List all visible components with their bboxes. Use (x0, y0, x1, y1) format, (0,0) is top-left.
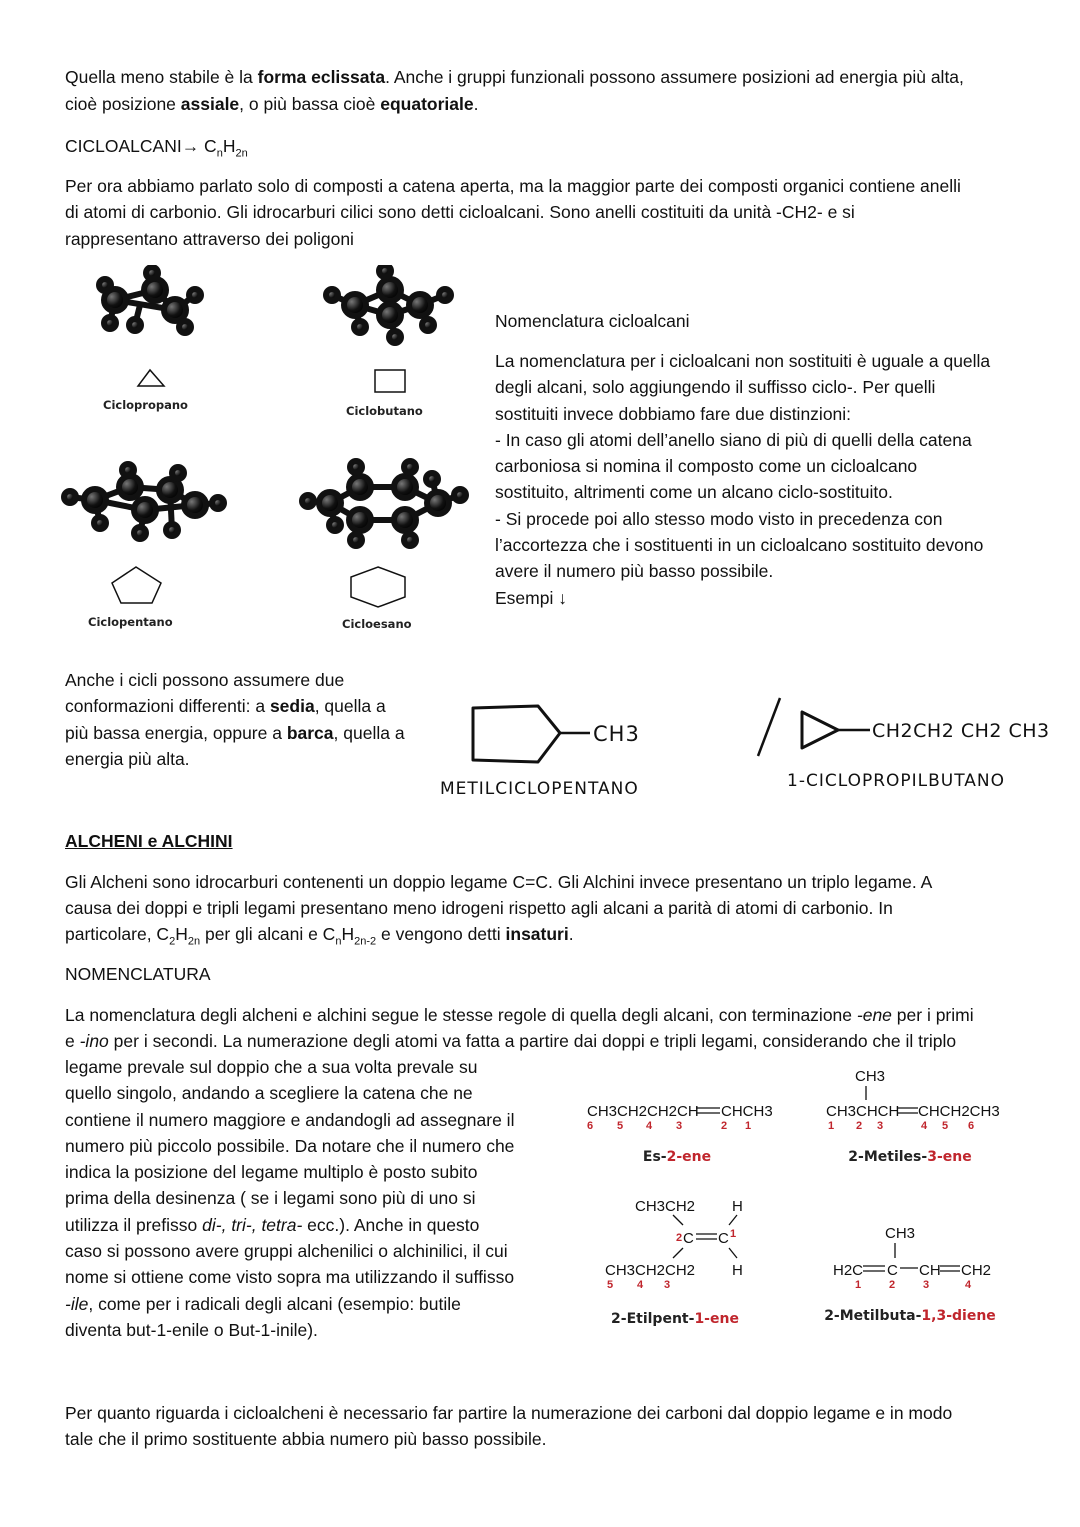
svg-text:C: C (718, 1230, 729, 1247)
nomenclatura-line: Esempi ↓ (495, 587, 567, 608)
cyclohexane-ball-model (302, 461, 466, 546)
svg-text:4: 4 (646, 1120, 653, 1132)
svg-text:6: 6 (587, 1120, 594, 1132)
conformazioni-line: conformazioni differenti: a sedia, quella a (65, 696, 386, 717)
nomenclatura-line: indica la posizione del legame multiplo è posto subito (65, 1162, 478, 1183)
nomenclatura-line: - Si procede poi allo stesso modo visto in precedenza con (495, 508, 943, 529)
formula-es-2-ene (587, 1103, 773, 1132)
nomenclatura-line: legame prevale sul doppio che a sua volta prevale su (65, 1057, 478, 1077)
label-ciclopropano: Ciclopropano (103, 398, 188, 412)
cyclopropane-triangle (138, 370, 164, 386)
nomenclatura-line: quello singolo, andando a scegliere la catena che ne (65, 1083, 473, 1104)
example-name-ciclopropilbutano: 1-CICLOPROPILBUTANO (787, 771, 1006, 791)
svg-text:5: 5 (942, 1120, 949, 1132)
nomenclatura-heading: NOMENCLATURA (65, 964, 211, 984)
svg-text:H: H (732, 1198, 743, 1215)
svg-text:CH3: CH3 (855, 1068, 886, 1085)
nomenclatura-line: avere il numero più basso possibile. (495, 561, 774, 582)
svg-text:4: 4 (637, 1279, 644, 1291)
formula-name-2-etilpent-1-ene: 2-Etilpent-1-ene (611, 1311, 739, 1327)
nomenclatura-line: degli alcani, solo aggiungendo il suffisso ciclo-. Per quelli (495, 377, 936, 398)
svg-text:4: 4 (965, 1279, 972, 1291)
svg-text:2: 2 (721, 1120, 728, 1132)
svg-text:3: 3 (676, 1120, 683, 1132)
nomenclatura-line: La nomenclatura per i cicloalcani non sostituiti è uguale a quella (495, 351, 991, 371)
cicloalcani-paragraph-line-3: rappresentano attraverso dei poligoni (65, 229, 354, 249)
nomenclatura-line: diventa but-1-enile o But-1-inile). (65, 1319, 318, 1340)
intro-line-2: cioè posizione assiale, o più bassa cioè equatoriale. (65, 94, 479, 114)
cyclohexane-hexagon (351, 567, 405, 607)
butyl-substituent: CH2CH2 CH2 CH3 (872, 720, 1050, 742)
svg-text:3: 3 (664, 1279, 671, 1291)
formula-name-2-metilbuta-1-3-diene: 2-Metilbuta-1,3-diene (824, 1308, 996, 1324)
svg-text:C: C (887, 1262, 898, 1279)
alcheni-heading: ALCHENI e ALCHINI (65, 831, 233, 851)
cicloalcani-paragraph-line-2: di atomi di carbonio. Gli idrocarburi cilici sono detti cicloalcani. Sono anelli costituiti da unità -CH2- e si (65, 202, 855, 222)
svg-text:CHCH2CH3: CHCH2CH3 (918, 1103, 1000, 1120)
nomenclatura-narrow-column (65, 1054, 555, 1343)
formula-name-es-2-ene: Es-2-ene (642, 1149, 712, 1165)
cyclobutane-square (375, 370, 405, 392)
alcheni-line-1: Gli Alcheni sono idrocarburi contenenti un doppio legame C=C. Gli Alchini invece presentano un triplo legame. A (65, 872, 933, 892)
formula-name-2-metiles-3-ene: 2-Metiles-3-ene (848, 1149, 972, 1165)
formula-2-metiles-3-ene (826, 1068, 1000, 1132)
svg-text:3: 3 (923, 1279, 930, 1291)
cyclopentane-pentagon (112, 567, 161, 603)
cicloalcheni-line-1: Per quanto riguarda i cicloalcheni è necessario far partire la numerazione dei carboni dal doppio legame e in modo (65, 1403, 953, 1423)
svg-text:CH2: CH2 (961, 1262, 992, 1279)
svg-text:C: C (683, 1230, 694, 1247)
label-cicloesano: Cicloesano (342, 617, 412, 631)
svg-text:CH3CHCH: CH3CHCH (826, 1103, 900, 1120)
cicloalcani-paragraph-line-1: Per ora abbiamo parlato solo di composti a catena aperta, ma la maggior parte dei composti organici contiene anelli (65, 176, 961, 196)
svg-text:CH3CH2CH2CH: CH3CH2CH2CH (587, 1103, 699, 1120)
cyclopentane-sketch (473, 706, 560, 762)
svg-text:H: H (732, 1262, 743, 1279)
svg-text:CH3: CH3 (885, 1225, 916, 1242)
nomenclatura-line-2: e -ino per i secondi. La numerazione degli atomi va fatta a partire dai doppi e tripli legami, considerando che il triplo (65, 1031, 957, 1051)
nomenclatura-line: l’accortezza che i sostituenti in un cicloalcano sostituito devono (495, 535, 984, 556)
svg-text:5: 5 (617, 1120, 624, 1132)
nomenclatura-line-1: La nomenclatura degli alcheni e alchini segue le stesse regole di quella degli alcani, con terminazione -ene per i primi (65, 1005, 974, 1025)
example-name-metilciclopentano: METILCICLOPENTANO (440, 779, 639, 799)
cyclobutane-ball-model (326, 265, 451, 343)
cyclopropane-sketch (802, 712, 838, 748)
alcheni-line-3: particolare, $C_2H_{2n}$ per gli alcani e $C_nH_{2n-2}$ e vengono detti insaturi. (65, 924, 574, 948)
methyl-substituent: CH3 (593, 722, 640, 746)
alcheni-line-2: causa dei doppi e tripli legami presentano meno idrogeni rispetto agli alcani a parità di atomi di carbonio. In (65, 898, 893, 918)
cycloalkane-models-figure (60, 265, 480, 640)
svg-text:1: 1 (828, 1120, 835, 1132)
nomenclatura-cicloalcani-body (495, 348, 1035, 611)
intro-line-1: Quella meno stabile è la forma eclissata. Anche i gruppi funzionali possono assumere posizioni ad energia più alta, (65, 67, 964, 87)
nomenclatura-line: contiene il numero maggiore e andandogli ad assegnare il (65, 1109, 515, 1130)
svg-text:CHCH3: CHCH3 (721, 1103, 773, 1120)
cyclopropane-ball-model (99, 267, 201, 333)
svg-text:3: 3 (877, 1120, 884, 1132)
svg-text:4: 4 (921, 1120, 928, 1132)
svg-text:CH3CH2: CH3CH2 (635, 1198, 696, 1215)
nomenclatura-line: numero più piccolo possibile. Da notare che il numero che (65, 1135, 515, 1156)
svg-text:6: 6 (968, 1120, 975, 1132)
svg-text:1: 1 (855, 1279, 862, 1291)
nomenclatura-line: caso si possono avere gruppi alchenilici o alchinilici, il cui (65, 1241, 508, 1262)
cicloalcheni-line-2: tale che il primo sostituente abbia numero più basso possibile. (65, 1429, 547, 1449)
formula-2-etilpent-1-ene (605, 1198, 743, 1291)
separator-slash (758, 698, 780, 756)
cyclopentane-ball-model (64, 464, 224, 539)
label-ciclopentano: Ciclopentano (88, 615, 173, 629)
nomenclatura-line: -ile, come per i radicali degli alcani (esempio: butile (65, 1293, 461, 1314)
nomenclatura-line: - In caso gli atomi dell’anello siano di più di quelli della catena (495, 429, 972, 450)
svg-text:CH3CH2CH2: CH3CH2CH2 (605, 1262, 696, 1279)
formula-2-metilbuta-1-3-diene (833, 1225, 991, 1291)
nomenclatura-line: sostituiti invece dobbiamo fare due distinzioni: (495, 403, 852, 424)
svg-text:5: 5 (607, 1279, 614, 1291)
conformazioni-line: energia più alta. (65, 748, 190, 769)
svg-text:2: 2 (889, 1279, 896, 1291)
svg-text:2: 2 (676, 1232, 683, 1244)
conformazioni-line: più bassa energia, oppure a barca, quella a (65, 722, 405, 743)
svg-text:1: 1 (745, 1120, 752, 1132)
label-ciclobutano: Ciclobutano (346, 404, 423, 418)
svg-text:H2C: H2C (833, 1262, 864, 1279)
svg-text:CH: CH (919, 1262, 941, 1279)
nomenclatura-line: sostituito, altrimenti come un alcano ciclo-sostituito. (495, 482, 893, 503)
conformazioni-line: Anche i cicli possono assumere due (65, 670, 345, 690)
svg-text:2: 2 (856, 1120, 863, 1132)
cicloalcani-heading: CICLOALCANI→ $C_nH_{2n}$ (65, 136, 248, 160)
alkene-formulas-figure (575, 1062, 1015, 1292)
nomenclatura-line: carboniosa si nomina il composto come un cicloalcano (495, 456, 918, 477)
nomenclatura-line: utilizza il prefisso di-, tri-, tetra- ecc.). Anche in questo (65, 1214, 480, 1235)
nomenclatura-cicloalcani-title: Nomenclatura cicloalcani (495, 311, 690, 331)
nomenclatura-line: prima della desinenza ( se i legami sono più di uno si (65, 1188, 476, 1209)
nomenclatura-line: nome si ottiene come visto sopra ma utilizzando il suffisso (65, 1267, 515, 1288)
conformazioni-paragraph (65, 667, 445, 772)
svg-text:1: 1 (730, 1228, 737, 1240)
